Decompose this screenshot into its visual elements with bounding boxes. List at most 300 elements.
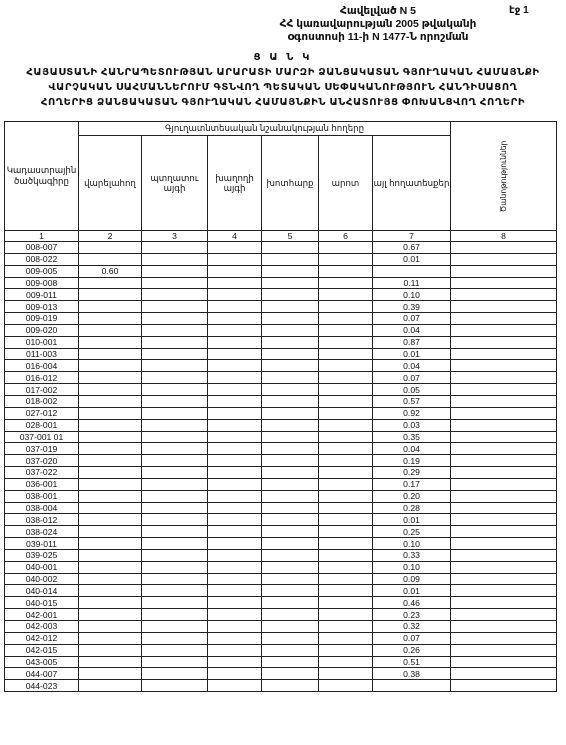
cell-arable <box>79 467 142 479</box>
cell-garden <box>142 324 208 336</box>
cell-garden <box>142 632 208 644</box>
cell-hayfield <box>262 514 319 526</box>
cell-hayfield <box>262 407 319 419</box>
cell-hayfield <box>262 242 319 254</box>
cell-code: 044-023 <box>5 680 79 692</box>
cell-hayfield <box>262 324 319 336</box>
cell-code: 043-005 <box>5 656 79 668</box>
cell-arable <box>79 455 142 467</box>
cell-hayfield <box>262 455 319 467</box>
cell-remarks <box>451 289 557 301</box>
title-line-1: ՀԱՅԱՍՏԱՆԻ ՀԱՆՐԱՊԵՏՈՒԹՅԱՆ ԱՐԱՐԱՏԻ ՄԱՐԶԻ ՁԱՆՑԱԿԱՏԱՆ ԳՅՈՒՂԱԿԱՆ ՀԱՄԱՅՆՔԻ <box>26 67 540 78</box>
cell-other: 0.26 <box>373 644 451 656</box>
cell-garden <box>142 289 208 301</box>
cell-garden <box>142 609 208 621</box>
cell-arable <box>79 621 142 633</box>
cell-other: 0.01 <box>373 514 451 526</box>
cell-hayfield <box>262 668 319 680</box>
cell-remarks <box>451 656 557 668</box>
cell-code: 042-001 <box>5 609 79 621</box>
cell-pasture <box>319 253 373 265</box>
cell-other: 0.17 <box>373 478 451 490</box>
cell-vineyard <box>208 490 262 502</box>
cell-remarks <box>451 549 557 561</box>
cell-pasture <box>319 514 373 526</box>
table-row <box>5 395 557 407</box>
table-row <box>5 490 557 502</box>
cell-vineyard <box>208 384 262 396</box>
cell-vineyard <box>208 514 262 526</box>
cell-pasture <box>319 395 373 407</box>
cell-remarks <box>451 621 557 633</box>
cell-vineyard <box>208 597 262 609</box>
cell-vineyard <box>208 632 262 644</box>
cell-remarks <box>451 336 557 348</box>
cell-vineyard <box>208 265 262 277</box>
col-number: 1 <box>5 231 79 242</box>
cell-hayfield <box>262 289 319 301</box>
cell-vineyard <box>208 467 262 479</box>
cell-vineyard <box>208 644 262 656</box>
cell-hayfield <box>262 538 319 550</box>
cell-hayfield <box>262 313 319 325</box>
cell-remarks <box>451 277 557 289</box>
cell-other: 0.46 <box>373 597 451 609</box>
cell-arable <box>79 680 142 692</box>
cell-code: 028-001 <box>5 419 79 431</box>
cell-vineyard <box>208 407 262 419</box>
cell-code: 044-007 <box>5 668 79 680</box>
cell-other: 0.04 <box>373 324 451 336</box>
col-number: 2 <box>79 231 142 242</box>
table-row <box>5 265 557 277</box>
cell-code: 036-001 <box>5 478 79 490</box>
cell-arable <box>79 289 142 301</box>
cell-garden <box>142 301 208 313</box>
cell-pasture <box>319 455 373 467</box>
col-arable-header: վարելահող <box>79 136 142 231</box>
cell-remarks <box>451 253 557 265</box>
cell-pasture <box>319 490 373 502</box>
cell-pasture <box>319 585 373 597</box>
cell-code: 009-020 <box>5 324 79 336</box>
table-row <box>5 242 557 254</box>
table-row <box>5 277 557 289</box>
table-row <box>5 301 557 313</box>
cell-garden <box>142 242 208 254</box>
table-row <box>5 609 557 621</box>
cell-arable <box>79 407 142 419</box>
cell-remarks <box>451 514 557 526</box>
cell-code: 016-004 <box>5 360 79 372</box>
cell-garden <box>142 253 208 265</box>
cell-arable <box>79 597 142 609</box>
cell-other: 0.07 <box>373 313 451 325</box>
cell-hayfield <box>262 502 319 514</box>
cell-garden <box>142 549 208 561</box>
cell-pasture <box>319 313 373 325</box>
cell-arable <box>79 348 142 360</box>
cell-code: 038-024 <box>5 526 79 538</box>
cell-code: 016-012 <box>5 372 79 384</box>
cell-code: 042-015 <box>5 644 79 656</box>
cell-arable <box>79 644 142 656</box>
page-number: էջ 1 <box>509 5 529 16</box>
cell-remarks <box>451 467 557 479</box>
cell-hayfield <box>262 632 319 644</box>
cell-hayfield <box>262 656 319 668</box>
cell-remarks <box>451 372 557 384</box>
cell-code: 009-019 <box>5 313 79 325</box>
cell-pasture <box>319 324 373 336</box>
annex-date-line: օգոստոսի 11-ի N 1477-Ն որոշման <box>287 31 469 43</box>
cell-hayfield <box>262 348 319 360</box>
cell-remarks <box>451 632 557 644</box>
cell-garden <box>142 467 208 479</box>
cell-pasture <box>319 336 373 348</box>
cell-vineyard <box>208 621 262 633</box>
cell-code: 042-003 <box>5 621 79 633</box>
cell-remarks <box>451 384 557 396</box>
cell-pasture <box>319 502 373 514</box>
cell-garden <box>142 561 208 573</box>
cell-garden <box>142 277 208 289</box>
cell-pasture <box>319 561 373 573</box>
cell-garden <box>142 514 208 526</box>
cell-remarks <box>451 585 557 597</box>
cell-arable <box>79 372 142 384</box>
cell-remarks <box>451 609 557 621</box>
cell-hayfield <box>262 301 319 313</box>
table-row <box>5 514 557 526</box>
group-header: Գյուղատնտեսական նշանակության հողերը <box>79 122 451 136</box>
cell-vineyard <box>208 526 262 538</box>
cell-code: 038-012 <box>5 514 79 526</box>
col-number: 7 <box>373 231 451 242</box>
table-row <box>5 502 557 514</box>
cell-code: 040-001 <box>5 561 79 573</box>
title-list-word: Ց Ա Ն Կ <box>253 52 313 63</box>
cell-code: 039-025 <box>5 549 79 561</box>
cell-code: 011-003 <box>5 348 79 360</box>
cell-remarks <box>451 324 557 336</box>
cell-remarks <box>451 360 557 372</box>
cell-code: 039-011 <box>5 538 79 550</box>
cell-garden <box>142 490 208 502</box>
table-row <box>5 644 557 656</box>
cell-vineyard <box>208 289 262 301</box>
cell-arable <box>79 490 142 502</box>
cell-hayfield <box>262 621 319 633</box>
cell-code: 037-020 <box>5 455 79 467</box>
table-row <box>5 467 557 479</box>
cell-arable: 0.60 <box>79 265 142 277</box>
cell-remarks <box>451 680 557 692</box>
cell-remarks <box>451 443 557 455</box>
cell-hayfield <box>262 277 319 289</box>
cell-vineyard <box>208 502 262 514</box>
cell-garden <box>142 348 208 360</box>
cell-pasture <box>319 360 373 372</box>
table-row <box>5 324 557 336</box>
cell-arable <box>79 632 142 644</box>
cell-vineyard <box>208 443 262 455</box>
cell-pasture <box>319 277 373 289</box>
cell-pasture <box>319 289 373 301</box>
cell-garden <box>142 384 208 396</box>
cell-code: 040-002 <box>5 573 79 585</box>
cell-remarks <box>451 538 557 550</box>
cell-remarks <box>451 644 557 656</box>
cell-pasture <box>319 431 373 443</box>
annex-title: Հավելված N 5 <box>340 5 416 17</box>
cell-arable <box>79 478 142 490</box>
table-body <box>5 242 557 692</box>
cell-vineyard <box>208 313 262 325</box>
cell-code: 017-002 <box>5 384 79 396</box>
cell-pasture <box>319 467 373 479</box>
cell-remarks <box>451 407 557 419</box>
cell-garden <box>142 538 208 550</box>
cell-vineyard <box>208 324 262 336</box>
cell-other: 0.57 <box>373 395 451 407</box>
cell-arable <box>79 360 142 372</box>
table-row <box>5 348 557 360</box>
cell-vineyard <box>208 277 262 289</box>
cell-garden <box>142 455 208 467</box>
table-row <box>5 455 557 467</box>
cell-arable <box>79 277 142 289</box>
cell-vineyard <box>208 336 262 348</box>
cell-code: 040-015 <box>5 597 79 609</box>
table-row <box>5 384 557 396</box>
cell-other: 0.04 <box>373 443 451 455</box>
table-row <box>5 313 557 325</box>
table-row <box>5 336 557 348</box>
cell-code: 037-001 01 <box>5 431 79 443</box>
annex-header <box>258 5 498 44</box>
cell-hayfield <box>262 573 319 585</box>
cell-hayfield <box>262 253 319 265</box>
cell-other: 0.07 <box>373 632 451 644</box>
cell-hayfield <box>262 549 319 561</box>
cell-garden <box>142 656 208 668</box>
cell-arable <box>79 419 142 431</box>
cell-vineyard <box>208 549 262 561</box>
cell-hayfield <box>262 336 319 348</box>
table-row <box>5 632 557 644</box>
cell-vineyard <box>208 680 262 692</box>
cell-remarks <box>451 313 557 325</box>
cell-arable <box>79 502 142 514</box>
table-row <box>5 585 557 597</box>
cell-other <box>373 680 451 692</box>
cell-hayfield <box>262 561 319 573</box>
cell-arable <box>79 609 142 621</box>
table-row <box>5 372 557 384</box>
cell-remarks <box>451 431 557 443</box>
cell-pasture <box>319 301 373 313</box>
cell-garden <box>142 597 208 609</box>
cell-hayfield <box>262 360 319 372</box>
cell-remarks <box>451 242 557 254</box>
cell-garden <box>142 336 208 348</box>
cell-pasture <box>319 656 373 668</box>
cell-vineyard <box>208 431 262 443</box>
cell-garden <box>142 419 208 431</box>
cell-arable <box>79 384 142 396</box>
cell-other: 0.67 <box>373 242 451 254</box>
table-row <box>5 526 557 538</box>
cell-remarks <box>451 668 557 680</box>
cell-vineyard <box>208 348 262 360</box>
cell-remarks <box>451 265 557 277</box>
land-table <box>4 121 557 692</box>
cell-arable <box>79 443 142 455</box>
cell-other: 0.03 <box>373 419 451 431</box>
col-pasture-header: արոտ <box>319 136 373 231</box>
cell-other: 0.32 <box>373 621 451 633</box>
cell-pasture <box>319 526 373 538</box>
cell-arable <box>79 324 142 336</box>
cell-other: 0.11 <box>373 277 451 289</box>
cell-code: 009-011 <box>5 289 79 301</box>
cell-code: 008-022 <box>5 253 79 265</box>
cell-garden <box>142 478 208 490</box>
cell-other: 0.10 <box>373 289 451 301</box>
cell-remarks <box>451 490 557 502</box>
cell-code: 009-008 <box>5 277 79 289</box>
cell-garden <box>142 573 208 585</box>
cell-code: 038-001 <box>5 490 79 502</box>
cell-garden <box>142 265 208 277</box>
cell-garden <box>142 502 208 514</box>
cell-other: 0.01 <box>373 585 451 597</box>
table-row <box>5 289 557 301</box>
cell-garden <box>142 372 208 384</box>
cell-vineyard <box>208 395 262 407</box>
cell-arable <box>79 514 142 526</box>
cell-pasture <box>319 632 373 644</box>
cell-pasture <box>319 609 373 621</box>
cell-vineyard <box>208 253 262 265</box>
col-other-header: այլ հողատեսքեր <box>373 136 451 231</box>
cell-pasture <box>319 680 373 692</box>
cell-hayfield <box>262 419 319 431</box>
cell-other: 0.51 <box>373 656 451 668</box>
cell-hayfield <box>262 526 319 538</box>
cell-pasture <box>319 348 373 360</box>
cell-remarks <box>451 573 557 585</box>
cell-remarks <box>451 395 557 407</box>
cell-arable <box>79 336 142 348</box>
col-number: 5 <box>262 231 319 242</box>
cell-garden <box>142 407 208 419</box>
cell-vineyard <box>208 656 262 668</box>
cell-hayfield <box>262 478 319 490</box>
cell-pasture <box>319 443 373 455</box>
cell-arable <box>79 549 142 561</box>
table-row <box>5 597 557 609</box>
cell-arable <box>79 573 142 585</box>
cell-other: 0.87 <box>373 336 451 348</box>
cell-other: 0.29 <box>373 467 451 479</box>
cell-hayfield <box>262 490 319 502</box>
cell-code: 042-012 <box>5 632 79 644</box>
document-title <box>0 50 566 110</box>
cell-other: 0.35 <box>373 431 451 443</box>
col-number: 6 <box>319 231 373 242</box>
cell-remarks <box>451 348 557 360</box>
cell-hayfield <box>262 644 319 656</box>
cell-other: 0.19 <box>373 455 451 467</box>
cell-pasture <box>319 668 373 680</box>
cell-other: 0.01 <box>373 348 451 360</box>
cell-vineyard <box>208 538 262 550</box>
col-vineyard-header: խաղողի այգի <box>208 136 262 231</box>
title-line-3: ՀՈՂԵՐԻՑ ՁԱՆՑԱԿԱՏԱՆ ԳՅՈՒՂԱԿԱՆ ՀԱՄԱՅՆՔԻՆ ԱՆՀԱՏՈՒՅՑ ՓՈԽԱՆՑՎՈՂ ՀՈՂԵՐԻ <box>40 97 526 108</box>
cell-vineyard <box>208 478 262 490</box>
cell-code: 008-007 <box>5 242 79 254</box>
table-row <box>5 419 557 431</box>
cell-arable <box>79 561 142 573</box>
cell-other: 0.23 <box>373 609 451 621</box>
cell-arable <box>79 395 142 407</box>
cell-pasture <box>319 419 373 431</box>
cell-arable <box>79 253 142 265</box>
cell-code: 027-012 <box>5 407 79 419</box>
table-row <box>5 656 557 668</box>
cell-other <box>373 265 451 277</box>
table-row <box>5 680 557 692</box>
cell-code: 010-001 <box>5 336 79 348</box>
table-row <box>5 621 557 633</box>
col-number: 4 <box>208 231 262 242</box>
cell-hayfield <box>262 431 319 443</box>
cell-vineyard <box>208 372 262 384</box>
table-row <box>5 668 557 680</box>
cell-other: 0.33 <box>373 549 451 561</box>
cell-other: 0.92 <box>373 407 451 419</box>
cell-pasture <box>319 621 373 633</box>
cell-hayfield <box>262 609 319 621</box>
cell-garden <box>142 395 208 407</box>
table-row <box>5 431 557 443</box>
cell-vineyard <box>208 609 262 621</box>
cell-pasture <box>319 242 373 254</box>
table-row <box>5 443 557 455</box>
table-row <box>5 407 557 419</box>
cell-remarks <box>451 478 557 490</box>
cell-remarks <box>451 526 557 538</box>
cell-code: 038-004 <box>5 502 79 514</box>
table-row <box>5 538 557 550</box>
cell-remarks <box>451 301 557 313</box>
cell-garden <box>142 585 208 597</box>
cell-garden <box>142 360 208 372</box>
cell-pasture <box>319 538 373 550</box>
cell-remarks <box>451 419 557 431</box>
cell-pasture <box>319 407 373 419</box>
cell-pasture <box>319 372 373 384</box>
cell-other: 0.01 <box>373 253 451 265</box>
cell-other: 0.38 <box>373 668 451 680</box>
cell-remarks <box>451 561 557 573</box>
cell-vineyard <box>208 301 262 313</box>
col-code-header: Կադաստրային ծածկագիրը <box>5 122 79 231</box>
cell-hayfield <box>262 597 319 609</box>
table-row <box>5 478 557 490</box>
